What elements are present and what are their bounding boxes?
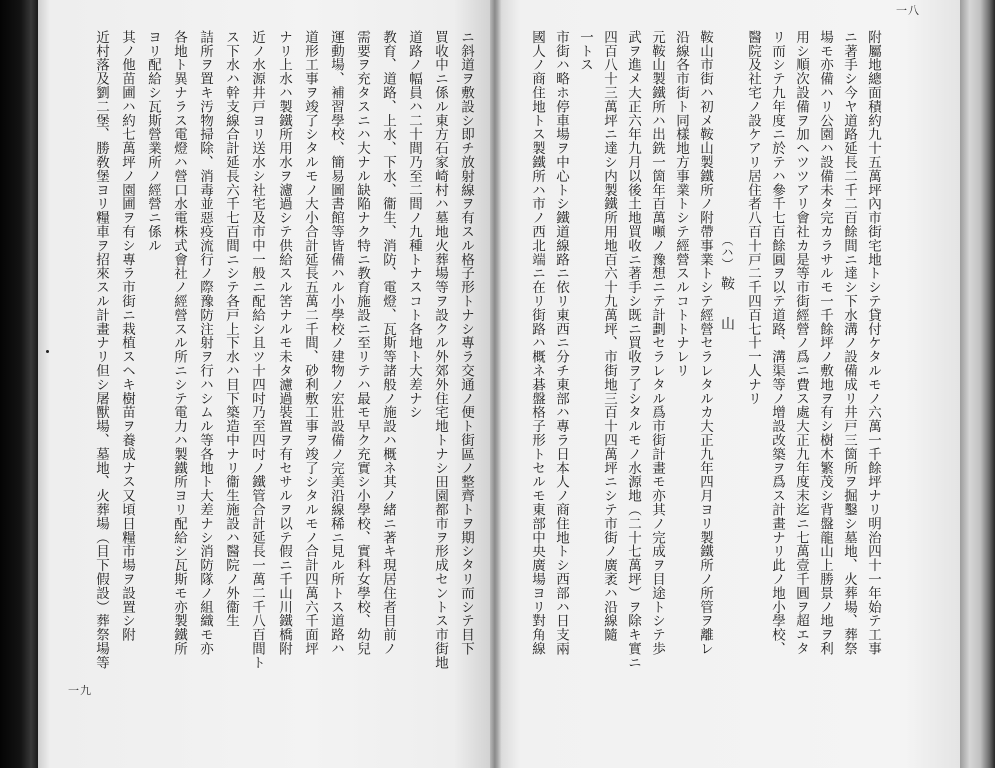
scan-right-edge bbox=[960, 0, 995, 768]
section-heading-title: 鞍 山 bbox=[719, 276, 735, 336]
right-text-column-03: 場モ亦備ハリ公園ハ設備未タ完カラサルモ一千餘坪ノ敷地ヲ有シ樹木繁茂シ背盤龍山上勝景ノ地ヲ利 bbox=[817, 30, 833, 656]
section-heading-marker: （ハ） bbox=[720, 234, 734, 270]
left-text-column-14: 其ノ他苗圃ハ約七萬坪ノ園圃ヲ有シ專ラ市街ニ栽植スヘキ樹苗ヲ養成ナス又頃日糧市場ヲ設置シ附 bbox=[119, 30, 135, 642]
right-text-column-07: 鞍山市街ハ初メ鞍山製鐵所ノ附帶事業トシテ經營セラレタルカ大正九年四月ヨリ製鐵所ノ所管ヲ離レ bbox=[697, 30, 713, 656]
right-text-column-13: 市街ハ略ホ停車場ヲ中心トシ鐵道線路ニ依リ東西ニ分チ東部ハ專ラ日本人ノ商住地トシ西部ハ日支兩 bbox=[553, 30, 569, 656]
right-text-column-12: 一トス bbox=[577, 30, 593, 72]
left-text-column-08: ナリ上水ハ製鐵所用水ヲ濾過シテ供給スル筈ナルモ未タ濾過裝置ヲ有セサルヲ以テ假ニ千山川鐵橋附 bbox=[276, 30, 292, 656]
left-text-column-02: 買收中ニ係ル東方石家崎村ハ墓地火葬場等ヲ設クル外郊外住宅地トナシ田園都市ヲ形成セントス市街地 bbox=[432, 30, 448, 670]
right-text-column-01: 附屬地總面積約九十五萬坪內市街宅地トシテ貸付ケタルモノ六萬一千餘坪ナリ明治四十一年始テ工事 bbox=[865, 30, 881, 656]
right-page bbox=[502, 0, 960, 768]
right-text-column-09: 元鞍山製鐵所ハ出銑一箇年百萬噸ノ豫想ニテ計劃セラレタル爲市街計畫モ亦其ノ完成ヲ目途トシテ歩 bbox=[649, 30, 665, 656]
left-text-column-11: 詰所ヲ置キ汚物掃除、消毒並惡疫流行ノ際豫防注射ヲ行ハシムル等各地ト大差ナシ消防隊ノ組織モ亦 bbox=[197, 30, 213, 656]
right-text-column-05: リ而シテ九年度ニ於テハ參千七百餘圓ヲ以テ道路、溝渠等ノ增設改築ヲ爲ス計畫ナリ此ノ地小學校、 bbox=[769, 30, 785, 656]
right-page-number: 一八 bbox=[896, 4, 920, 17]
left-text-column-01: ニ斜道ヲ敷設シ即チ放射線ヲ有スル格子形トナシ專ラ交通ノ便ト街區ノ整齊トヲ期シタリ而シテ目下 bbox=[458, 30, 474, 656]
left-text-column-04: 教育、道路、上水、下水、衞生、消防、電燈、瓦斯等諸般ノ施設ハ概ネ其ノ緒ニ著キ現居住者目前ノ bbox=[380, 30, 396, 656]
left-text-column-15: 近村落及劉二堡、勝敎堡ヨリ糧車ヲ招來スル計畫ナリ但シ屠獸場、墓地、火葬場（目下假設）葬祭場等 bbox=[93, 30, 109, 670]
section-heading bbox=[721, 234, 737, 354]
right-text-column-08: 沿線各市街ト同樣地方事業トシテ經營スルコトトナレリ bbox=[673, 30, 689, 378]
right-text-column-04: 用シ順次設備ヲ加ヘツツアリ會社カ是等市街經營ノ爲ニ費ス處大正九年度末迄ニ七萬壹千圓ヲ超エタ bbox=[793, 30, 809, 656]
left-page-number: 一九 bbox=[68, 684, 92, 697]
left-text-column-03: 道路ノ幅員ハ二十間乃至二間ノ九種トナスコト各地ト大差ナシ bbox=[406, 30, 422, 420]
left-text-column-09: 近ノ水源井戸ヨリ送水シ社宅及市中一般ニ配給シ且ツ十四吋乃至四吋ノ鐵管合計延長一萬二千八百間ト bbox=[249, 30, 265, 670]
right-text-column-14: 國人ノ商住地トス製鐵所ハ市ノ西北端ニ在リ街路ハ概ネ碁盤格子形トセルモ東部中央廣場ヨリ對角線 bbox=[529, 30, 545, 656]
book-gutter bbox=[490, 0, 502, 768]
left-text-column-10: ス下水ハ幹支線合計延長六千七百間ニシテ各戸上下水ハ目下築造中ナリ衞生施設ハ醫院ノ外衞生 bbox=[223, 30, 239, 628]
right-text-column-10: 武ヲ進メ大正六年九月以後土地買收ニ著手シ既ニ買收ヲ了シタルモノ水源地（二十七萬坪）ヲ除キ實ニ bbox=[625, 30, 641, 670]
left-text-column-12: 各地ト異ナラス電燈ハ營口水電株式會社ノ經營スル所ニシテ電力ハ製鐵所ヨリ配給シ瓦斯モ亦製鐵所 bbox=[171, 30, 187, 656]
scan-left-edge bbox=[0, 0, 38, 768]
right-text-column-06: 醫院及社宅ノ設ケアリ居住者八百十戸二千四百七十一人ナリ bbox=[745, 30, 761, 406]
left-text-column-07: 道形工事ヲ竣了シタルモノ大小合計延長五萬二千間、砂利敷工事ヲ竣了シタルモノ合計四萬六千面坪 bbox=[302, 30, 318, 656]
scan-speck bbox=[46, 350, 49, 353]
left-page bbox=[38, 0, 490, 768]
left-text-column-13: ヨリ配給シ瓦斯營業所ノ經營ニ係ル bbox=[145, 30, 161, 253]
left-text-column-06: 運動場、補習學校、簡易圖書館等皆備ハル小學校ノ建物ノ宏壯設備ノ完美沿線稀ニ見ル所トス道路ハ bbox=[328, 30, 344, 656]
right-text-column-11: 四百八十三萬坪ニ達シ内製鐵所用地百六十九萬坪、市街地三百十四萬坪ニシテ市街ノ廣袤ハ沿線隨 bbox=[601, 30, 617, 642]
left-text-column-05: 需要ヲ充タスニハ大ナル缺陥ナク特ニ教育施設ニ至リテハ最モ早ク充實シ小學校、實科女學校、幼兒 bbox=[354, 30, 370, 656]
right-text-column-02: ニ著手シ今ヤ道路延長二千二百餘間ニ達シ下水溝ノ設備成リ井戸三箇所ヲ掘鑿シ墓地、火葬場、葬祭 bbox=[841, 30, 857, 656]
